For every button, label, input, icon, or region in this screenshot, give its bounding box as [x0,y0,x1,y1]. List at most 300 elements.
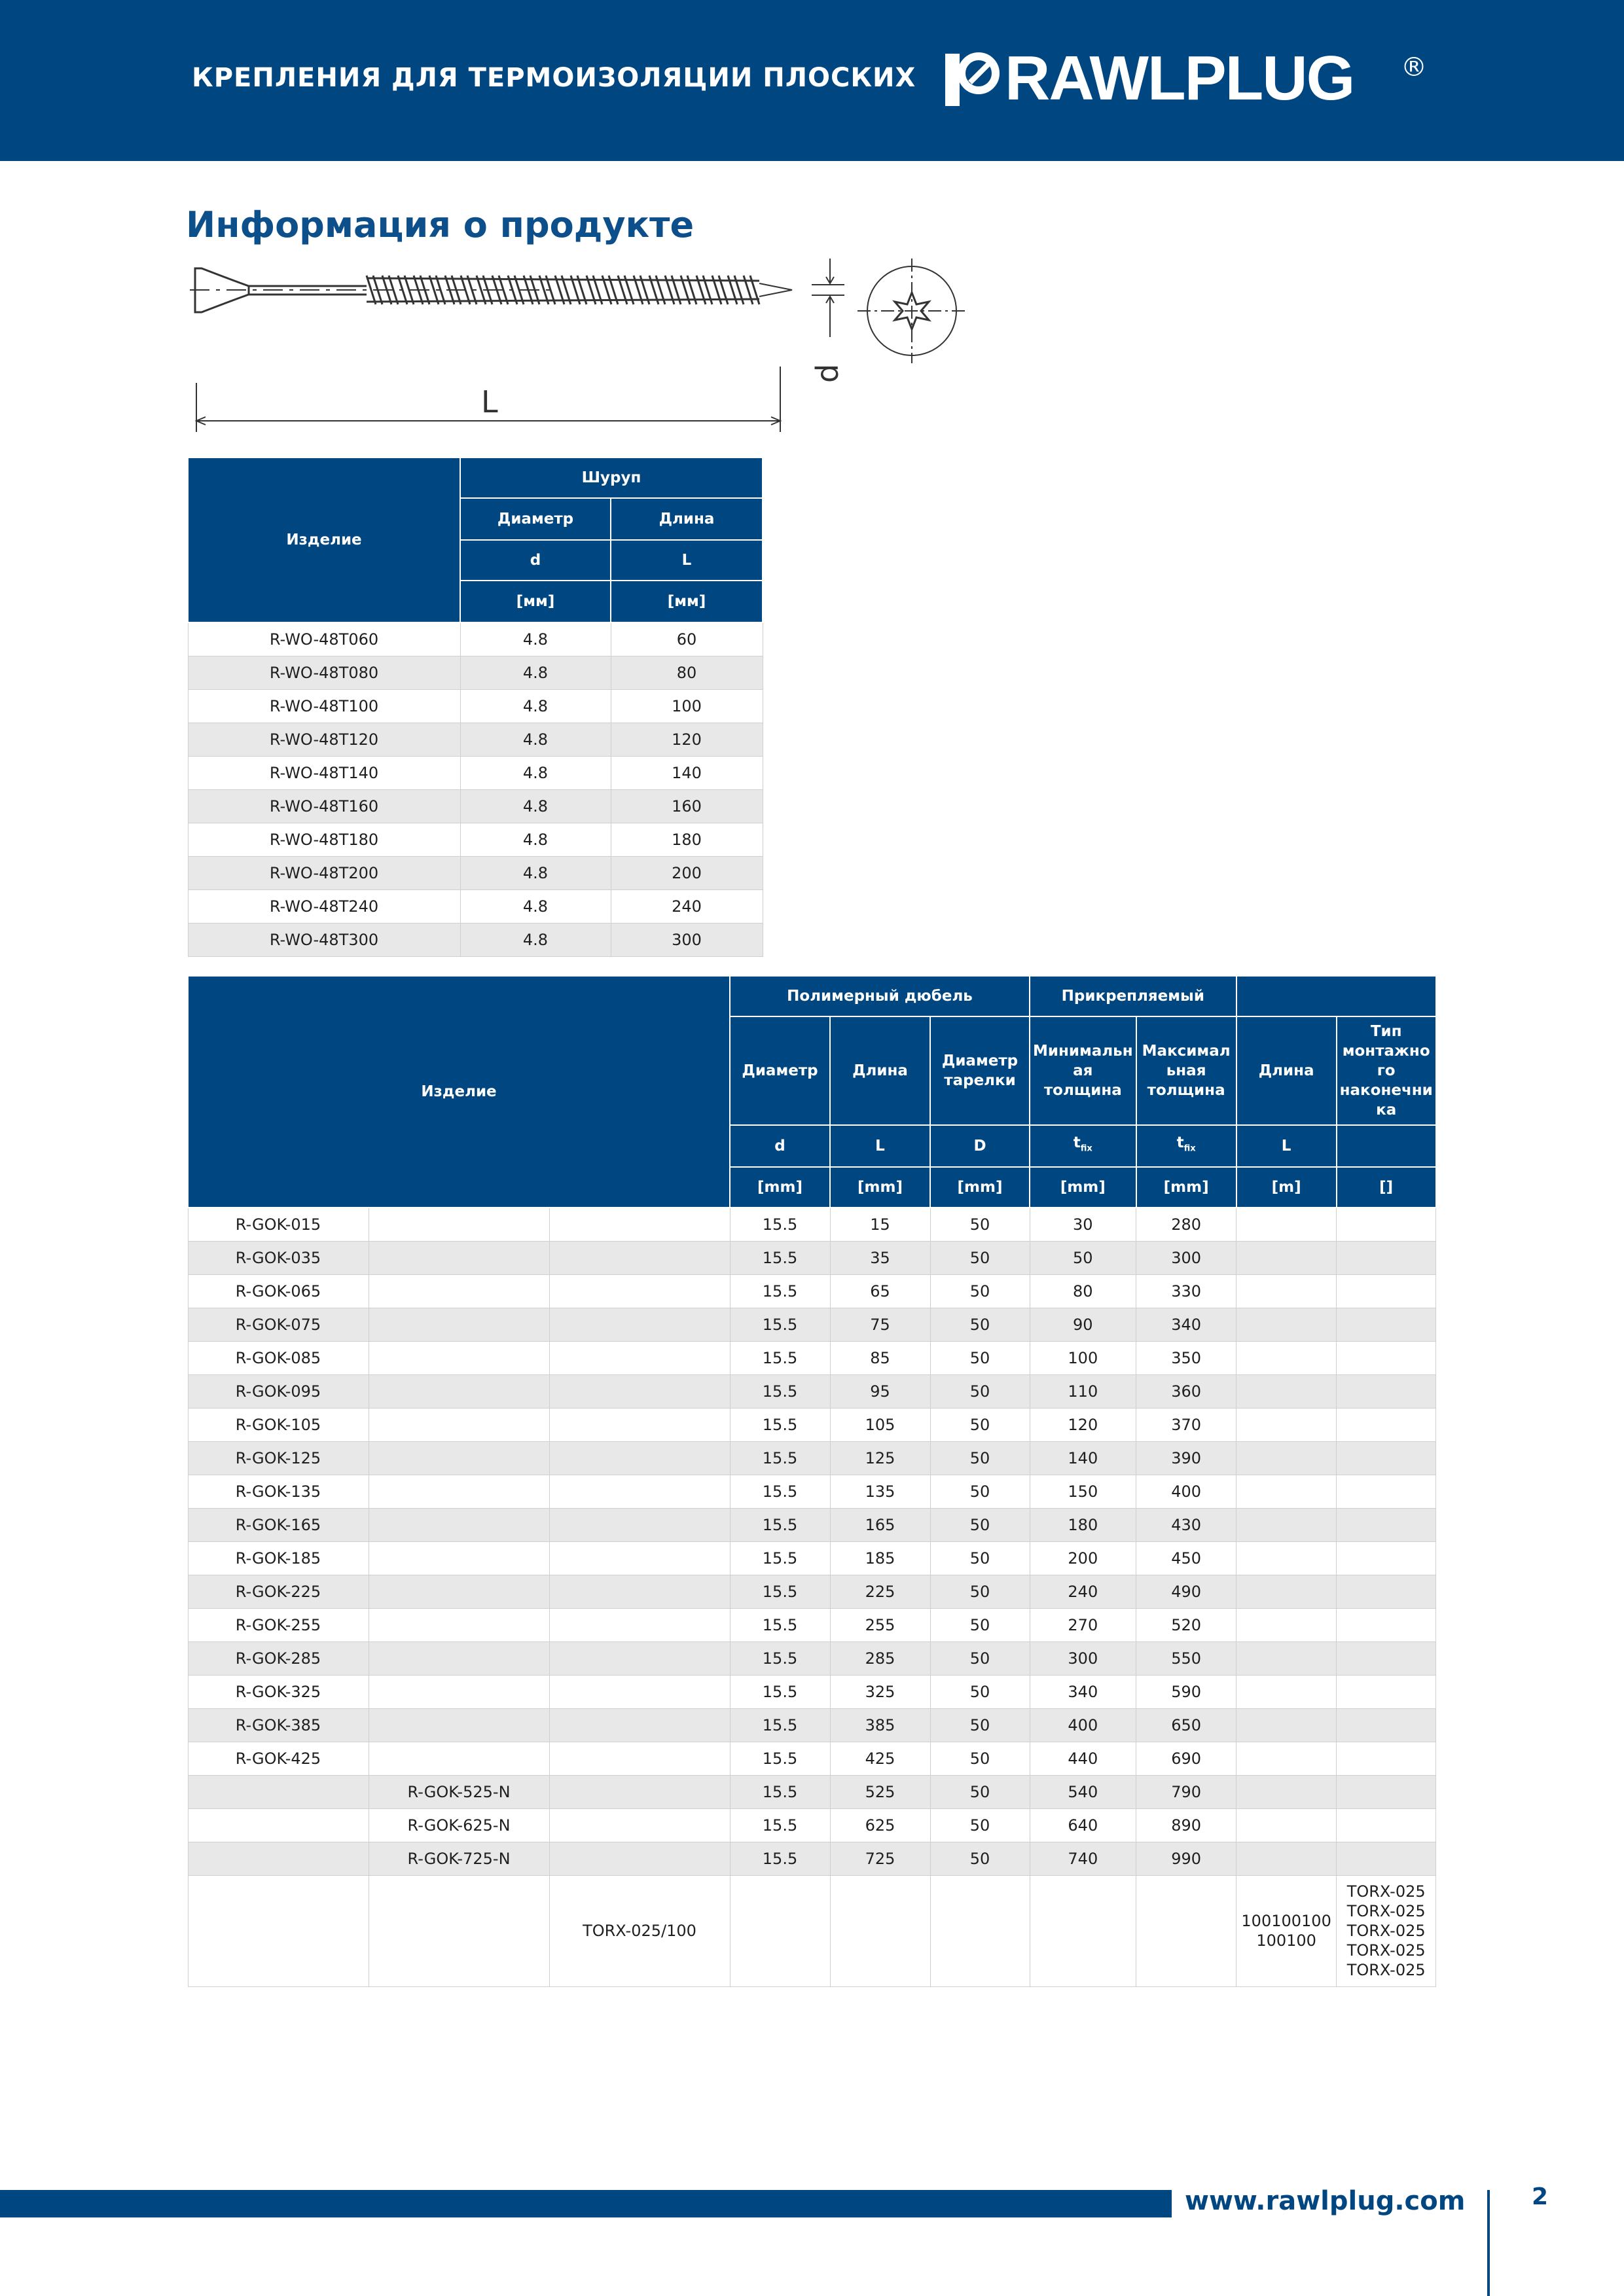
table-row [188,756,763,789]
table-cell [369,1641,549,1675]
col-max-thickness: Максимал ьная толщина [1136,1016,1236,1125]
section-title: Информация о продукте [186,204,695,245]
table-cell [369,1208,549,1241]
table-cell: 330 [1136,1274,1236,1308]
col-unit-min: [mm] [1030,1167,1136,1208]
table-cell [1236,1742,1337,1775]
table-cell [549,1475,730,1508]
table-cell [1236,1808,1337,1842]
table-cell: 255 [830,1608,930,1641]
table-cell [1236,1241,1337,1274]
col-sym-D: D [930,1125,1030,1167]
table-cell [1236,1575,1337,1608]
table-cell: 135 [830,1475,930,1508]
table-cell [1337,1341,1436,1374]
table-row [188,1241,1436,1274]
col-sym-empty [1337,1125,1436,1167]
col-group-empty [1236,976,1436,1016]
table-cell [369,1341,549,1374]
table-cell: 75 [830,1308,930,1341]
screw-diagram [183,252,969,442]
table-cell [369,1241,549,1274]
col-tip-type: Тип монтажно го наконечни ка [1337,1016,1436,1125]
table-cell [1236,1508,1337,1541]
table-row [188,1708,1436,1742]
table-cell: R-GOK-095 [188,1374,369,1408]
table-cell: 65 [830,1274,930,1308]
table-row [188,823,763,856]
table-row [188,1274,1436,1308]
col-min-thickness: Минимальн ая толщина [1030,1016,1136,1125]
col-sym-tfix-max: $t_{fix}$ [1136,1125,1236,1167]
table-cell [369,1441,549,1475]
col-unit-L: [мм] [611,581,763,622]
table-cell: R-WO-48T060 [188,622,460,656]
col-group-screw: Шуруп [460,457,763,498]
col-unit-m: [m] [1236,1167,1337,1208]
table-row [188,1742,1436,1775]
diameter-label: d [810,363,845,383]
table-row [188,1608,1436,1641]
table-cell [369,1541,549,1575]
table-cell: 440 [1030,1742,1136,1775]
table-cell: 200 [611,856,763,889]
table-row [188,1374,1436,1408]
table-cell: R-WO-48T140 [188,756,460,789]
table-cell [549,1374,730,1408]
table-cell [549,1675,730,1708]
table-cell: 15.5 [730,1374,830,1408]
table-cell: 15.5 [730,1842,830,1875]
table-cell: 105 [830,1408,930,1441]
table-cell: 4.8 [460,723,611,756]
table-cell: 50 [930,1308,1030,1341]
table-cell [188,1842,369,1875]
table-cell [1337,1708,1436,1742]
col-unit-d: [мм] [460,581,611,622]
logo-wordmark: RAWLPLUG [1005,43,1354,113]
rawlplug-logo [943,43,1440,113]
table-cell: 15.5 [730,1808,830,1842]
dowel-table [187,975,1437,1987]
table-cell: 890 [1136,1808,1236,1842]
table-cell: 15.5 [730,1341,830,1374]
table-cell [369,1374,549,1408]
table-cell [1337,1208,1436,1241]
table-row [188,923,763,956]
table-row [188,1408,1436,1441]
table-row [188,856,763,889]
table-cell: 360 [1136,1374,1236,1408]
length-label: L [481,384,498,420]
col-sym-tfix-min: $t_{fix}$ [1030,1125,1136,1167]
table-cell: R-WO-48T180 [188,823,460,856]
table-cell: R-GOK-425 [188,1742,369,1775]
col-length: Длина [830,1016,930,1125]
table-row [188,1475,1436,1508]
table-cell [369,1608,549,1641]
table-cell [549,1742,730,1775]
col-sym-L2: L [1236,1125,1337,1167]
table-row [188,1808,1436,1842]
table-cell: 50 [930,1742,1030,1775]
table-cell: 15.5 [730,1274,830,1308]
table-cell: 50 [930,1374,1030,1408]
table-cell: 140 [611,756,763,789]
table-cell: 740 [1030,1842,1136,1875]
table-cell: 525 [830,1775,930,1808]
col-length-m: Длина [1236,1016,1337,1125]
table-cell: 340 [1136,1308,1236,1341]
table-cell: 280 [1136,1208,1236,1241]
table-cell [549,1241,730,1274]
tool-tip-type: TORX-025 TORX-025 TORX-025 TORX-025 TORX-025 [1337,1875,1436,1986]
table-cell: 270 [1030,1608,1136,1641]
table-cell: 370 [1136,1408,1236,1441]
table-cell [549,1208,730,1241]
table-cell: 50 [930,1241,1030,1274]
table-cell: 15.5 [730,1675,830,1708]
table-cell: 300 [1030,1641,1136,1675]
table-row [188,1441,1436,1475]
table-cell [1337,1808,1436,1842]
table-cell: R-GOK-125 [188,1441,369,1475]
table-cell: 15.5 [730,1775,830,1808]
table-cell: R-GOK-725-N [369,1842,549,1875]
table-cell: R-WO-48T120 [188,723,460,756]
table-cell: 125 [830,1441,930,1475]
table-cell: 300 [611,923,763,956]
col-diameter: Диаметр [730,1016,830,1125]
table-cell [549,1341,730,1374]
table-cell [549,1708,730,1742]
table-cell: R-GOK-085 [188,1341,369,1374]
page-number: 2 [1532,2183,1549,2210]
table-cell [1236,1408,1337,1441]
table-cell: 15.5 [730,1708,830,1742]
table-cell: R-WO-48T160 [188,789,460,823]
table-cell: 50 [930,1341,1030,1374]
table-cell [1337,1575,1436,1608]
table-cell: 790 [1136,1775,1236,1808]
table-cell: 15.5 [730,1742,830,1775]
table-cell: 690 [1136,1742,1236,1775]
table-cell: 50 [930,1675,1030,1708]
table-cell [369,1675,549,1708]
table-cell: 15.5 [730,1208,830,1241]
table-cell: R-GOK-285 [188,1641,369,1675]
table-cell: 50 [930,1508,1030,1541]
col-group-fixture: Прикрепляемый [1030,976,1236,1016]
table-cell: R-WO-48T300 [188,923,460,956]
table-cell: 200 [1030,1541,1136,1575]
table-cell [1337,1775,1436,1808]
table-cell: 50 [930,1775,1030,1808]
col-length: Длина [611,498,763,540]
table-cell [369,1742,549,1775]
table-cell: 490 [1136,1575,1236,1608]
table-cell [1337,1641,1436,1675]
col-unit-D: [mm] [930,1167,1030,1208]
table-cell: R-GOK-015 [188,1208,369,1241]
col-unit-max: [mm] [1136,1167,1236,1208]
tool-product: TORX-025/100 [549,1875,730,1986]
col-plate-diameter: Диаметр тарелки [930,1016,1030,1125]
table-cell: 225 [830,1575,930,1608]
table-cell: 4.8 [460,656,611,689]
table-cell [549,1775,730,1808]
table-cell [1236,1341,1337,1374]
col-group-dowel: Полимерный дюбель [730,976,1030,1016]
table-cell [369,1508,549,1541]
table-cell: R-GOK-385 [188,1708,369,1742]
table-cell [188,1808,369,1842]
table-cell: 85 [830,1341,930,1374]
col-sym-d: d [460,540,611,581]
table-cell: 30 [1030,1208,1136,1241]
table-cell: R-WO-48T200 [188,856,460,889]
table-row [188,622,763,656]
table-cell [1337,1742,1436,1775]
table-row [188,1341,1436,1374]
table-row [188,1308,1436,1341]
footer-url[interactable]: www.rawlplug.com [1185,2186,1466,2216]
table-cell: 50 [930,1441,1030,1475]
table-cell [369,1408,549,1441]
table-cell: 50 [930,1608,1030,1641]
table-cell: 590 [1136,1675,1236,1708]
table-row [188,1675,1436,1708]
table-cell: 390 [1136,1441,1236,1475]
table-cell: 50 [930,1708,1030,1742]
table-cell: 185 [830,1541,930,1575]
footer-divider [1487,2190,1490,2296]
table-cell: 100 [611,689,763,723]
table-cell: 140 [1030,1441,1136,1475]
table-cell: 990 [1136,1842,1236,1875]
table-row [188,1508,1436,1541]
table-cell: 640 [1030,1808,1136,1842]
table-row [188,689,763,723]
col-sym-L: L [611,540,763,581]
table-cell: 50 [1030,1241,1136,1274]
table-row [188,1575,1436,1608]
col-unit-empty: [] [1337,1167,1436,1208]
table-cell: 50 [930,1641,1030,1675]
table-cell [1236,1608,1337,1641]
table-cell: 300 [1136,1241,1236,1274]
table-cell: R-GOK-625-N [369,1808,549,1842]
table-cell: 50 [930,1808,1030,1842]
table-cell [1337,1374,1436,1408]
table-cell: 50 [930,1408,1030,1441]
table-cell [1337,1441,1436,1475]
logo-mark-icon [943,50,1001,109]
table-cell: 50 [930,1208,1030,1241]
table-cell: R-GOK-185 [188,1541,369,1575]
table-cell [1337,1408,1436,1441]
table-cell: 95 [830,1374,930,1408]
table-cell [369,1708,549,1742]
table-cell: 160 [611,789,763,823]
table-cell [1236,1475,1337,1508]
table-cell: 50 [930,1541,1030,1575]
table-cell: 50 [930,1842,1030,1875]
table-cell: R-GOK-525-N [369,1775,549,1808]
table-cell: 165 [830,1508,930,1541]
table-cell: 4.8 [460,689,611,723]
table-cell: 430 [1136,1508,1236,1541]
table-row [188,1641,1436,1675]
table-cell: 15.5 [730,1241,830,1274]
table-cell [549,1575,730,1608]
table-cell [549,1408,730,1441]
table-cell: R-GOK-135 [188,1475,369,1508]
table-cell: 50 [930,1274,1030,1308]
tool-length: 100100100 100100 [1236,1875,1337,1986]
table-cell [369,1308,549,1341]
table-cell: 4.8 [460,622,611,656]
col-sym-d: d [730,1125,830,1167]
table-cell: 15.5 [730,1308,830,1341]
table-cell: 625 [830,1808,930,1842]
table-row [188,1842,1436,1875]
col-sym-L: L [830,1125,930,1167]
table-cell: 15.5 [730,1441,830,1475]
table-cell: 540 [1030,1775,1136,1808]
table-cell: 15.5 [730,1608,830,1641]
table-cell: 340 [1030,1675,1136,1708]
table-cell [1337,1241,1436,1274]
table-cell: 425 [830,1742,930,1775]
table-cell: 50 [930,1575,1030,1608]
screw-table [187,457,763,957]
table-cell: 450 [1136,1541,1236,1575]
table-cell: 15.5 [730,1575,830,1608]
table-cell [549,1508,730,1541]
table-row [188,656,763,689]
table-row [188,723,763,756]
table-cell: 385 [830,1708,930,1742]
table-cell: 80 [1030,1274,1136,1308]
table-cell: 520 [1136,1608,1236,1641]
table-cell: 50 [930,1475,1030,1508]
table-cell [1236,1641,1337,1675]
table-cell: R-GOK-325 [188,1675,369,1708]
table-cell [1236,1842,1337,1875]
footer-bar [0,2190,1172,2217]
table-cell [1236,1441,1337,1475]
table-cell: 4.8 [460,756,611,789]
table-cell [1337,1675,1436,1708]
table-cell: 15.5 [730,1408,830,1441]
col-unit-d: [mm] [730,1167,830,1208]
table-cell [549,1808,730,1842]
table-row [188,889,763,923]
table-cell: 15.5 [730,1475,830,1508]
table-row [188,1208,1436,1241]
table-cell: 4.8 [460,823,611,856]
table-cell: 4.8 [460,923,611,956]
table-cell: 90 [1030,1308,1136,1341]
table-cell: 400 [1030,1708,1136,1742]
table-cell [549,1308,730,1341]
table-cell: 15 [830,1208,930,1241]
table-cell: R-GOK-165 [188,1508,369,1541]
table-cell: 35 [830,1241,930,1274]
table-cell [1236,1708,1337,1742]
table-cell: R-GOK-075 [188,1308,369,1341]
table-cell [1236,1208,1337,1241]
table-cell: R-WO-48T100 [188,689,460,723]
table-cell [1337,1608,1436,1641]
table-cell [1236,1274,1337,1308]
table-row [188,789,763,823]
table-row [188,1875,1436,1986]
table-cell [549,1541,730,1575]
table-cell [369,1575,549,1608]
table-cell: 80 [611,656,763,689]
table-cell: R-GOK-035 [188,1241,369,1274]
table-cell: 240 [1030,1575,1136,1608]
table-cell: R-GOK-225 [188,1575,369,1608]
table-cell: 120 [611,723,763,756]
table-cell [1236,1775,1337,1808]
col-diameter: Диаметр [460,498,611,540]
table-cell: 4.8 [460,889,611,923]
table-cell [549,1842,730,1875]
table-row [188,1775,1436,1808]
table-cell: 180 [1030,1508,1136,1541]
col-unit-L: [mm] [830,1167,930,1208]
table-cell: 4.8 [460,856,611,889]
table-cell: 60 [611,622,763,656]
table-cell: 180 [611,823,763,856]
table-cell: 110 [1030,1374,1136,1408]
table-cell [549,1641,730,1675]
registered-mark: ® [1401,52,1427,82]
table-row [188,1541,1436,1575]
table-cell: R-GOK-255 [188,1608,369,1641]
table-cell [1337,1274,1436,1308]
table-cell [1236,1308,1337,1341]
table-cell [549,1608,730,1641]
table-cell [1337,1475,1436,1508]
table-cell [1236,1675,1337,1708]
table-cell: 120 [1030,1408,1136,1441]
table-cell: 150 [1030,1475,1136,1508]
table-cell: 15.5 [730,1508,830,1541]
table-cell [369,1475,549,1508]
table-cell [1337,1508,1436,1541]
table-cell [549,1274,730,1308]
table-cell [1236,1541,1337,1575]
table-cell [1337,1842,1436,1875]
table-cell: 15.5 [730,1541,830,1575]
table-cell: R-WO-48T240 [188,889,460,923]
table-cell [369,1274,549,1308]
table-cell [1337,1541,1436,1575]
table-cell: 325 [830,1675,930,1708]
table-cell: 240 [611,889,763,923]
col-product: Изделие [188,976,730,1208]
header-title: КРЕПЛЕНИЯ ДЛЯ ТЕРМОИЗОЛЯЦИИ ПЛОСКИХ [192,63,916,93]
table-cell: 285 [830,1641,930,1675]
table-cell [188,1775,369,1808]
col-product: Изделие [188,457,460,622]
table-cell: 650 [1136,1708,1236,1742]
table-cell: 550 [1136,1641,1236,1675]
